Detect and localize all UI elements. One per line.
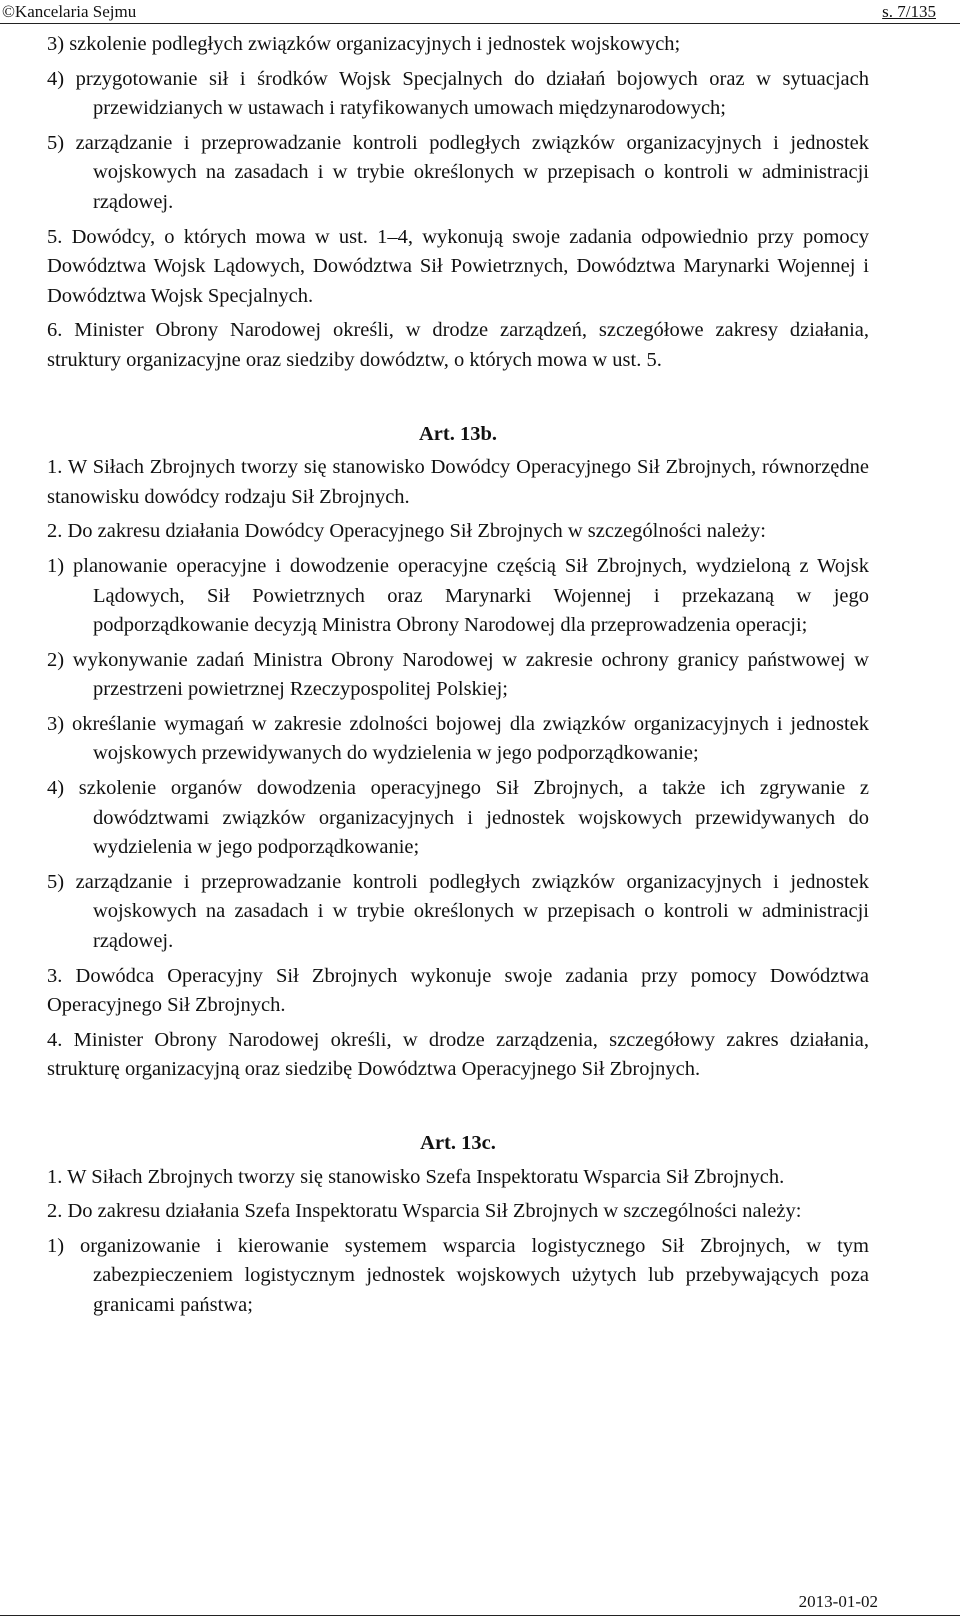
paragraph: 4. Minister Obrony Narodowej określi, w drodze zarządzenia, szczegółowy zakres działania, strukturę organizacyjną oraz siedzibę Dowództwa Operacyjnego Sił Zbrojnych. (47, 1028, 869, 1081)
publisher-label: ©Kancelaria Sejmu (2, 2, 137, 21)
page-number: s. 7/135 (882, 2, 936, 21)
list-item: 3) określanie wymagań w zakresie zdolności bojowej dla związków organizacyjnych i jednostek wojskowych przewidywanych do wydzielenia w jego podporządkowanie; (47, 712, 869, 765)
list-item: 5) zarządzanie i przeprowadzanie kontroli podległych związków organizacyjnych i jednostek wojskowych na zasadach i w trybie określonych w przepisach o kontroli w administracji rządowej. (47, 870, 869, 953)
list-item: 4) szkolenie organów dowodzenia operacyjnego Sił Zbrojnych, a także ich zgrywanie z dowództwami związków organizacyjnych i jednostek wojskowych przewidywanych do wydzielenia w jego podporządkowanie; (47, 777, 869, 859)
footer-date: 2013-01-02 (798, 1592, 878, 1611)
list-item: 1) planowanie operacyjne i dowodzenie operacyjne częścią Sił Zbrojnych, wydzieloną z Wojsk Lądowych, Sił Powietrznych oraz Marynarki Wojennej i przekazaną w jego podporządkowanie decyzją Ministra Obrony Narodowej dla przeprowadzenia operacji; (47, 554, 869, 637)
paragraph: 2. Do zakresu działania Dowódcy Operacyjnego Sił Zbrojnych w szczególności należy: (47, 520, 766, 543)
list-item: 1) organizowanie i kierowanie systemem wsparcia logistycznego Sił Zbrojnych, w tym zabezpieczeniem logistycznym jednostek wojskowych użytych lub przebywających poza granicami państwa; (47, 1234, 869, 1316)
paragraph: 2. Do zakresu działania Szefa Inspektoratu Wsparcia Sił Zbrojnych w szczególności należy: (47, 1200, 802, 1223)
list-item: 3) szkolenie podległych związków organizacyjnych i jednostek wojskowych; (47, 33, 681, 55)
paragraph: 1. W Siłach Zbrojnych tworzy się stanowisko Szefa Inspektoratu Wsparcia Sił Zbrojnych. (47, 1165, 785, 1188)
paragraph: 6. Minister Obrony Narodowej określi, w drodze zarządzeń, szczegółowe zakresy działania, struktury organizacyjne oraz siedziby dowództw, o których mowa w ust. 5. (47, 319, 869, 371)
header-divider (0, 23, 960, 24)
list-item: 4) przygotowanie sił i środków Wojsk Specjalnych do działań bojowych oraz w sytuacjach przewidzianych w ustawach i ratyfikowanych umowach międzynarodowych; (47, 67, 869, 120)
list-item: 5) zarządzanie i przeprowadzanie kontroli podległych związków organizacyjnych i jednostek wojskowych na zasadach i w trybie określonych w przepisach o kontroli w administracji rządowej. (47, 131, 869, 213)
paragraph: 3. Dowódca Operacyjny Sił Zbrojnych wykonuje swoje zadania przy pomocy Dowództwa Operacyjnego Sił Zbrojnych. (47, 964, 869, 1017)
paragraph: 5. Dowódcy, o których mowa w ust. 1–4, wykonują swoje zadania odpowiednio przy pomocy Dowództwa Wojsk Lądowych, Dowództwa Sił Powietrznych, Dowództwa Marynarki Wojennej i Dowództwa Wojsk Specjalnych. (47, 225, 869, 307)
article-heading: Art. 13c. (420, 1132, 496, 1154)
page-header (0, 0, 960, 26)
paragraph: 1. W Siłach Zbrojnych tworzy się stanowisko Dowódcy Operacyjnego Sił Zbrojnych, równorzędne stanowisku dowódcy rodzaju Sił Zbrojnych. (47, 456, 869, 508)
list-item: 2) wykonywanie zadań Ministra Obrony Narodowej w zakresie ochrony granicy państwowej w przestrzeni powietrznej Rzeczypospolitej Polskiej; (47, 648, 869, 701)
article-heading: Art. 13b. (418, 422, 497, 445)
document-body (47, 30, 869, 1326)
